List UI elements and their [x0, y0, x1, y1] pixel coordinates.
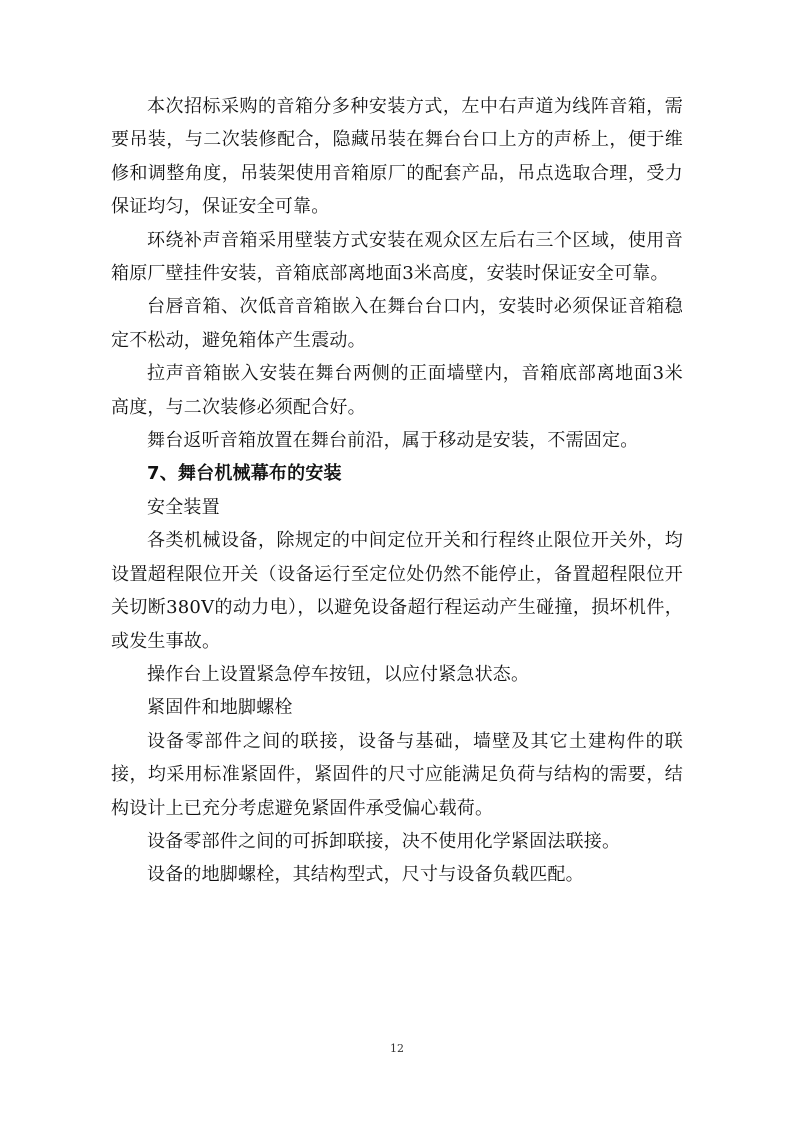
- paragraph-surround-speakers: 环绕补声音箱采用壁装方式安装在观众区左后右三个区域，使用音箱原厂壁挂件安装，音箱底部离地面3米高度，安装时保证安全可靠。: [111, 229, 683, 285]
- section-heading: 7、舞台机械幕布的安装: [147, 463, 342, 485]
- paragraph-detachable-connections: 设备零部件之间的可拆卸联接，决不使用化学紧固法联接。: [147, 830, 621, 852]
- paragraph-fastener-connections: 设备零部件之间的联接，设备与基础，墙壁及其它土建构件的联接，均采用标准紧固件，紧固件的尺寸应能满足负荷与结构的需要，结构设计上已充分考虑避免紧固件承受偏心载荷。: [111, 730, 683, 819]
- paragraph-limit-switches: 各类机械设备，除规定的中间定位开关和行程终止限位开关外，均设置超程限位开关（设备运行至定位处仍然不能停止，备置超程限位开关切断380V的动力电），以避免设备超行程运动产生碰撞，损坏机件，或发生事故。: [111, 530, 683, 652]
- subheading-fasteners: 紧固件和地脚螺栓: [147, 697, 293, 719]
- subheading-safety-devices: 安全装置: [147, 496, 220, 518]
- page-content: [111, 90, 683, 892]
- page-number: 12: [390, 1042, 404, 1055]
- paragraph-emergency-stop: 操作台上设置紧急停车按钮，以应付紧急状态。: [147, 663, 530, 685]
- paragraph-anchor-bolts: 设备的地脚螺栓，其结构型式，尺寸与设备负载匹配。: [147, 864, 584, 886]
- paragraph-stage-lip-speakers: 台唇音箱、次低音音箱嵌入在舞台台口内，安装时必须保证音箱稳定不松动，避免箱体产生震动。: [111, 296, 683, 351]
- paragraph-side-speakers: 拉声音箱嵌入安装在舞台两侧的正面墙壁内，音箱底部离地面3米高度，与二次装修必须配合好。: [111, 363, 683, 418]
- paragraph-speaker-installation: 本次招标采购的音箱分多种安装方式，左中右声道为线阵音箱，需要吊装，与二次装修配合，隐藏吊装在舞台台口上方的声桥上，便于维修和调整角度，吊装架使用音箱原厂的配套产品，吊点选取合理，受力保证均匀，保证安全可靠。: [111, 96, 683, 218]
- paragraph-monitor-speakers: 舞台返听音箱放置在舞台前沿，属于移动是安装，不需固定。: [147, 430, 639, 452]
